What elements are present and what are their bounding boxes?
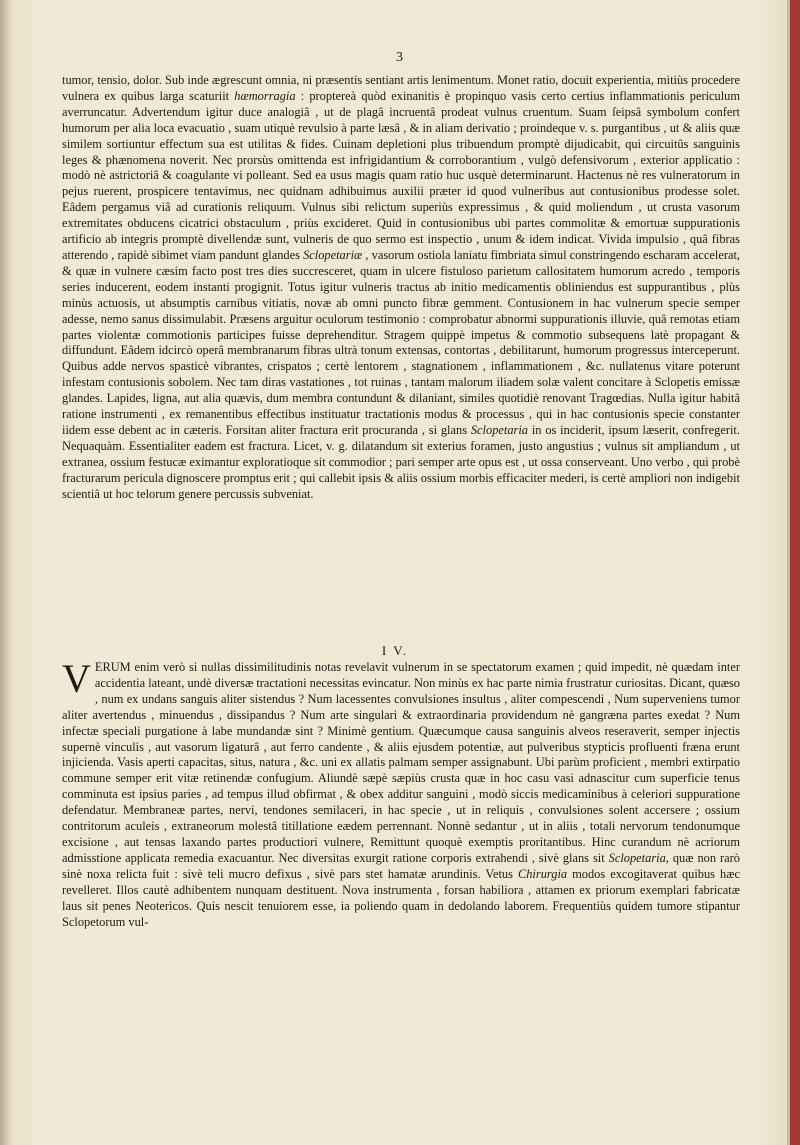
paragraph-1 xyxy=(62,73,740,502)
page-number: 3 xyxy=(396,50,403,65)
italic-term: hæmorragia xyxy=(234,88,296,103)
text-run: ERUM enim verò si nullas dissimilitudinis notas revelavit vulnerum in se spectatorum examen ; quid impedit, nè quædam inter accidentia lateant, undè diversæ tractationi necessitas evincatur. Non minùs ex hac parte nimia frustratur curiositas. Dicant, quæso , num ex undans sanguis aliter sistendus ? Num lacessentes convulsiones insultus , aliter compescendi , Num superveniens tumor aliter avertendus , minuendus , dissipandus ? Num arte singulari & extraordinaria providendum nè gangræna partes exedat ? Num infectæ speciali purgatione à labe mundandæ sint ? Minimè gentium. Quæcumque causa sanguinis alveos reseraverit, semper injectis supernè vinculis , aut vasorum ligaturâ , aut ferro candente , & aliis ejusdem potentiæ, aut pulveribus stypticis profluenti fræna erunt injicienda. Vasis aperti capacitas, situs, natura , &c. uni ex allatis palmam semper assignabunt. Ubi parùm proficient , membri extirpatio commune semper erit vitæ retinendæ confugium. Aliundè sæpè sæpiùs crusta quæ in hoc casu vasi adnascitur cum superficie tenus comminuta est ipsius paries , ad tempus illud obfirmat , & obex additur sanguini , modò siccis medicaminibus à celeriori suppuratione defendatur. Membraneæ partes, nervi, tendones semilaceri, in hac specie , ut in reliquis , convulsiones solent accersere ; ossium contritorum aculeis , extraneorum molestâ titillatione eædem perrennant. Nonnè sedantur , ut in aliis , totali nervorum tendonumque excisione , aut tensas laxando partes productiori vulnere, Remittunt quoquè exemptis proritantibus. Hinc curandum nè acriorum admisstione applicata remedia exacuantur. Nec diversitas exurgit ratione corporis extrahendi , sivè glans sit xyxy=(62,660,740,865)
text-run: in os inciderit, ipsum læserit, confregerit. Nequaquàm. Essentialiter eadem est fractura. Licet, v. g. dilatandum sit exterius foramen, justo angustius ; vulnus sit ampliandum , ut extranea, ossium festucæ eximantur exploratioque sit commodior ; pari semper arte opus est , ut ossa conserveant. Uno verbo , qui probè fracturarum pericula dignoscere promptus erit ; qui callebit ipsis & aliis ossium morbis efficaciter mederi, is certè ampliori non indigebit scientiâ ut hoc telorum genere percussis subveniat. xyxy=(62,422,740,501)
book-edge xyxy=(790,0,800,1145)
section-heading: I V. xyxy=(381,643,409,658)
paragraph-2 xyxy=(62,656,740,930)
text-run: : proptereà quòd exinanitis è propinquo vasis certo certius inflammationis periculum averruncatur. Advertendum igitur duce analogiâ , ut de plagâ incruentâ prodeat vulnus cruentum. Suam ſeipsâ symbolum confert humorum per alia loca evacuatio , suam utiquè revulsio à parte læsâ , & in aliam derivatio ; proindeque v. s. purgantibus , ut & aliis quæ similem sortiuntur effectum sua est utilitas & fides. Cuinam depletioni plus tribuendum promptè dijudicabit, qui circuitûs sanguinis leges & phænomena noverit. Nec prorsùs omittenda est infrigidantium & corroborantium , vulgò defensivorum , exterior applicatio : modò nè astrictoriâ & coagulante vi polleant. Sed ea usus magis quam ratio huc usquè determinarunt. Hactenus nè res vulneratorum in pejus ruerent, prospicere tentavimus, nec quidnam adhibuimus auxilii præter id quod vulneribus aut contusionibus prodesse solet. Eâdem pergamus viâ ad curationis reliquum. Vulnus sibi relictum superiùs expressimus , & quid moliendum , ut crusta vasorum extremitates obducens cicatrici obstaculum , priùs excideret. Quid in contusionibus ubi partes commolitæ & emortuæ suppurationis artificio ab integris promptè divellendæ sunt, vulneris de quo sermo est inspectio , unum & idem indicat. Vivida impulsio , quâ fibras atterendo , rapidè sibimet viam pandunt glandes xyxy=(62,88,740,262)
text-run: , vasorum ostiola laniatu fimbriata simul constringendo escharam accelerat, & quæ in vulnere cæsim facto post tres dies succresceret, quam in ulcere fistuloso parietum callositatem humorum acredo , temporis series inducerent, eodem instanti progignit. Totus igitur vulneris tractus ab initio medicamentis obliniendus est suppurantibus , plùs minùs actuosis, ut absumptis carnibus vitiatis, novæ ab omni puncto fibræ gemment. Contusionem in hac vulnerum specie semper adesse, nemo sanus dissimulabit. Præsens arguitur oculorum testimonio : comprobatur abnormi suppurationis illuvie, quâ remotas etiam partes violentæ commotionis participes fuisse deprehenditur. Stragem quippè impetus & commotio subsequens latè propagant & diffundunt. Eâdem idcircò operâ membranarum fibras ultrà tonum extensas, contortas , debilitarunt, humorum progressus interceperunt. Quibus adde nervos spasticè vibrantes, crispatos ; certè lentorem , stagnationem , inflammationem , &c. nullatenus vitare poterunt infestam contusionis sobolem. Nec tam diras vastationes , tot ruinas , tantam malorum iliadem solæ valent concitare à Sclopetis emissæ glandes. Lapides, ligna, aut alia quævis, dum membra contundunt & dilaniant, similes quotidiè renovant Tragœdias. Nulla igitur habitâ ratione instrumenti , ex remanentibus effectibus instituatur tractationis modus & processus , qui in hac contusionis specie constanter iidem esse debent ac in cæteris. Forsitan aliter fractura erit procuranda , si glans xyxy=(62,247,740,437)
text-run: modos excogitaverat quibus hæc revelleret. Illos cautè adhibentem nunquam destituent. Nova instrumenta , forsan habiliora , attamen ex priorum exemplari fabricatæ laus sit penes Neotericos. Quis nescit tenuiorem esse, ia poliendo quam in dedolando laborem. Frequentiùs quidem tumore stipantur Sclopetorum vul- xyxy=(62,866,740,929)
italic-term: Sclopetariæ xyxy=(303,247,363,262)
italic-term: Chirurgia xyxy=(517,866,568,881)
text-run: , quæ non rarò sinè noxa relicta fuit : sivè teli mucro defixus , sivè pars stet hamatæ arundinis. Vetus xyxy=(62,850,740,881)
spine-shadow xyxy=(0,0,10,1145)
drop-cap: V xyxy=(62,656,91,701)
text-run: tumor, tensio, dolor. Sub inde ægrescunt omnia, ni præsentis sentiant artis lenimentum. Monet ratio, docuit experientia, mitiùs procedere vulnera ex quibus larga scaturiit xyxy=(62,73,740,103)
italic-term: Sclopetaria xyxy=(608,850,666,865)
italic-term: Sclopetaria xyxy=(470,422,528,437)
